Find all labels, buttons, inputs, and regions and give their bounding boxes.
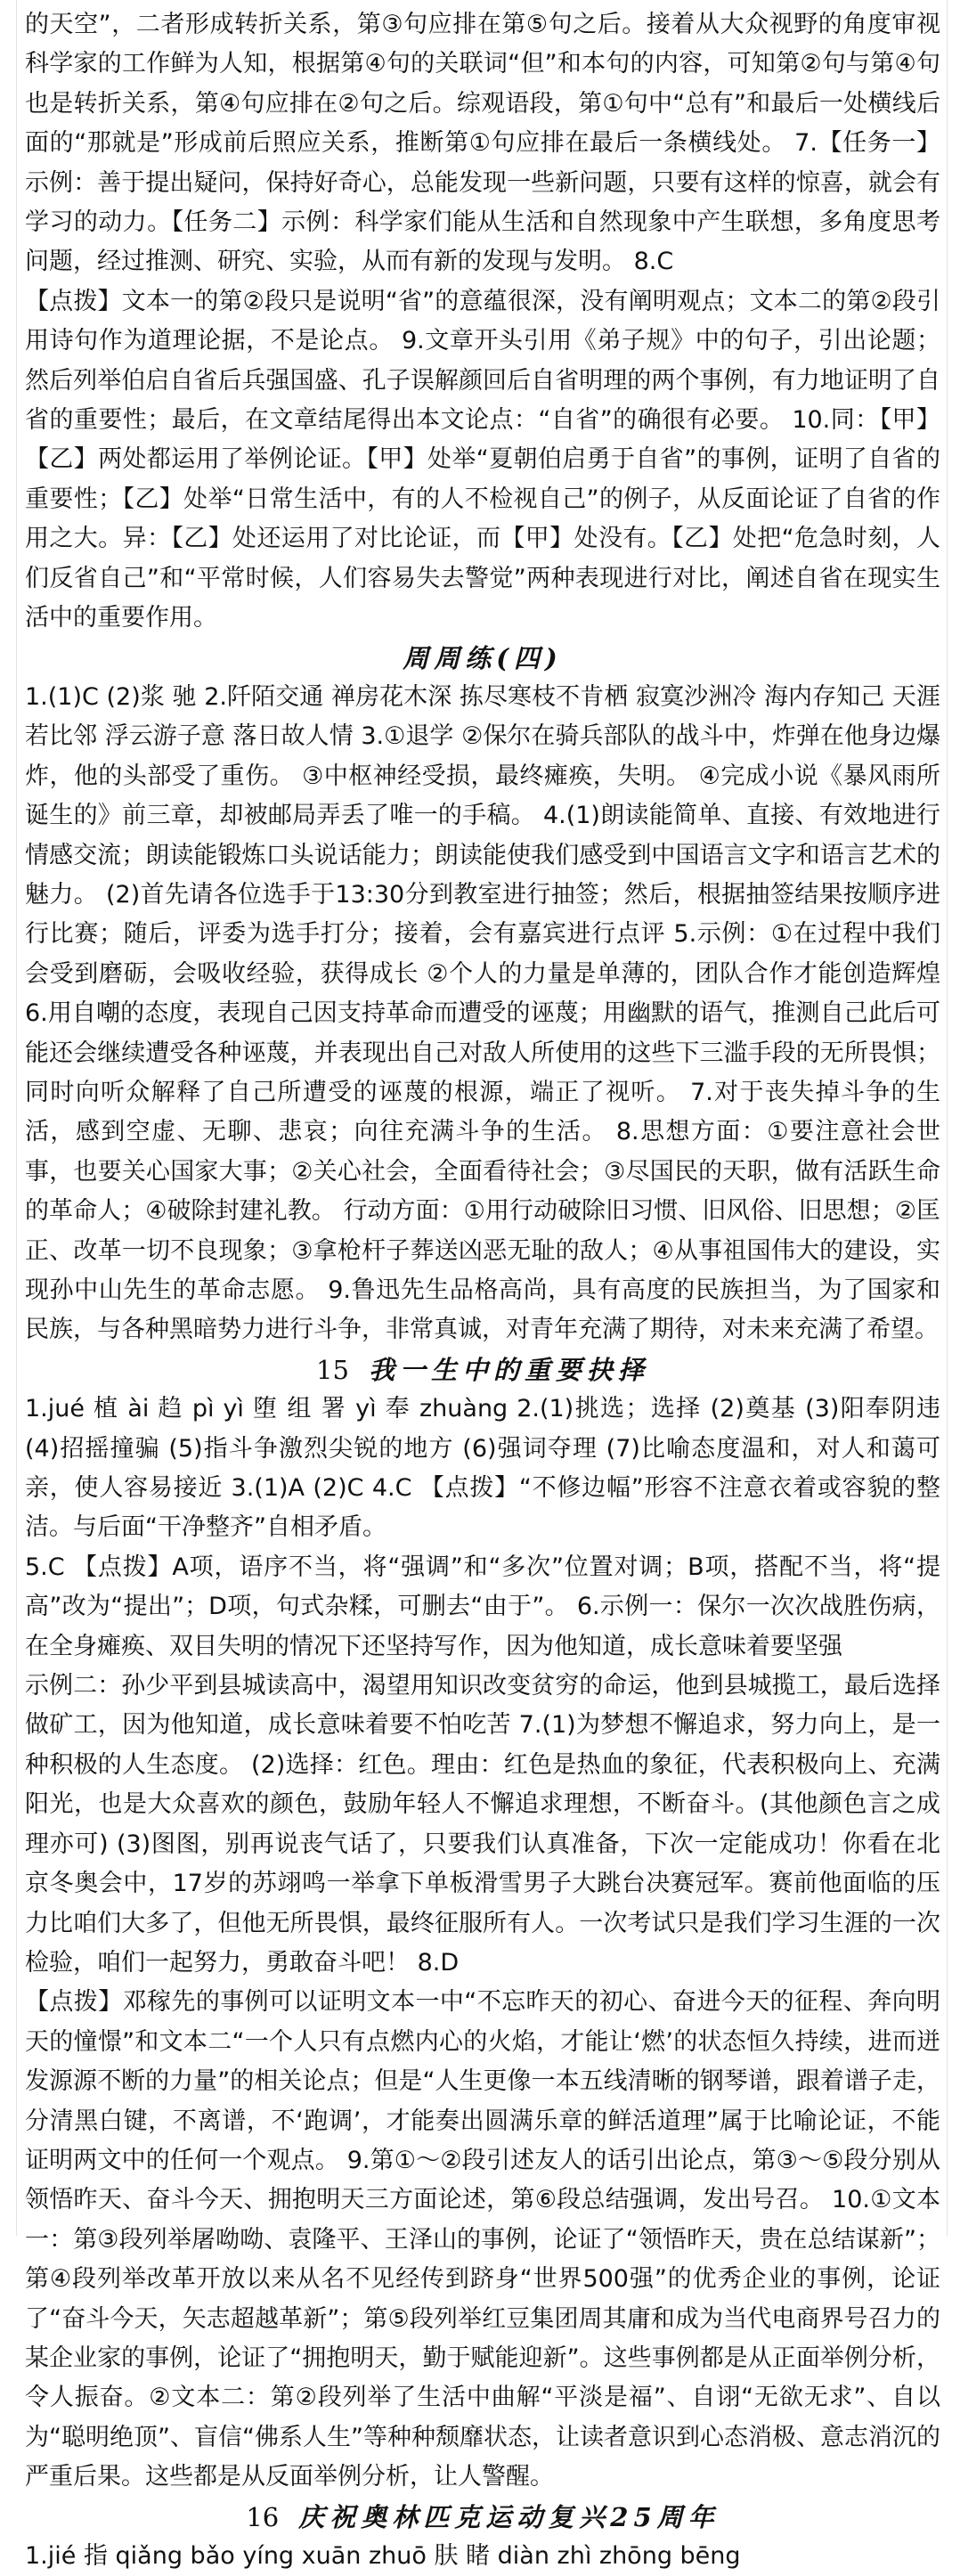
section-title-weekly: 周周练(四): [403, 642, 563, 673]
section-title-text: 我一生中的重要抉择: [368, 1354, 649, 1385]
section-title-text: 庆祝奥林匹克运动复兴25周年: [298, 2501, 720, 2532]
answer-paragraph: 1.jué 植 ài 趋 pì yì 堕 组 署 yì 奉 zhuàng 2.(1)挑选；选择 (2)奠基 (3)阳奉阴违 (4)招摇撞骗 (5)指斗争激烈尖锐的地方 (6)强词夺理 (7)比喻态度温和，对人和蔼可亲，使人容易接近 3.(1)A (2)C 4.C 【点拨】“不修边幅”形容不注意衣着或容貌的整洁。与后面“干净整齐”自相矛盾。: [25, 1395, 940, 1542]
answer-paragraph: 5.C 【点拨】A项，语序不当，将“强调”和“多次”位置对调；B项，搭配不当，将“提高”改为“提出”；D项，句式杂糅，可删去“由于”。 6.示例一：保尔一次次战胜伤病，在全身瘫痪、双目失明的情况下还坚持写作，因为他知道，成长意味着要坚强: [25, 1553, 940, 1660]
answer-paragraph: 的天空”，二者形成转折关系，第③句应排在第⑤句之后。接着从大众视野的角度审视科学家的工作鲜为人知，根据第④句的关联词“但”和本句的内容，可知第②句与第④句也是转折关系，第④句应排在②句之后。综观语段，第①句中“总有”和最后一处横线后面的“那就是”形成前后照应关系，推断第①句应排在最后一条横线处。 7.【任务一】示例：善于提出疑问，保持好奇心，总能发现一些新问题，只要有这样的惊喜，就会有学习的动力。【任务二】示例：科学家们能从生活和自然现象中产生联想，多角度思考问题，经过推测、研究、实验，从而有新的发现与发明。 8.C: [25, 11, 940, 276]
section-title-16: [25, 2498, 940, 2537]
section-number: 15: [316, 1354, 349, 1385]
answer-paragraph: 示例二：孙少平到县城读高中，渴望用知识改变贫穷的命运，他到县城揽工，最后选择做矿工，因为他知道，成长意味着要不怕吃苦 7.(1)为梦想不懈追求，努力向上，是一种积极的人生态度。 (2)选择：红色。理由：红色是热血的象征，代表积极向上、充满阳光，也是大众喜欢的颜色，鼓励年轻人不懈追求理想，不断奋斗。(其他颜色言之成理亦可) (3)图图，别再说丧气话了，只要我们认真准备，下次一定能成功！你看在北京冬奥会中，17岁的苏翊鸣一举拿下单板滑雪男子大跳台决赛冠军。赛前他面临的压力比咱们大多了，但他无所畏惧，最终征服所有人。一次考试只是我们学习生涯的一次检验，咱们一起努力，勇敢奋斗吧！ 8.D: [25, 1672, 940, 1977]
left-margin-strip: [0, 0, 17, 2236]
answer-paragraph: 1.jié 指 qiǎng bǎo yíng xuān zhuō 肤 睹 diàn zhì zhōng bēng: [25, 2542, 741, 2570]
answer-paragraph: 1.(1)C (2)浆 驰 2.阡陌交通 禅房花木深 拣尽寒枝不肯栖 寂寞沙洲冷 海内存知己 天涯若比邻 浮云游子意 落日故人情 3.①退学 ②保尔在骑兵部队的战斗中，炸弹在他身边爆炸，他的头部受了重伤。 ③中枢神经受损，最终瘫痪，失明。 ④完成小说《暴风雨所诞生的》前三章，却被邮局弄丢了唯一的手稿。 4.(1)朗读能简单、直接、有效地进行情感交流；朗读能锻炼口头说话能力；朗读能使我们感受到中国语言文字和语言艺术的魅力。 (2)首先请各位选手于13:30分到教室进行抽签；然后，根据抽签结果按顺序进行比赛；随后，评委为选手打分；接着，会有嘉宾进行点评 5.示例：①在过程中我们会受到磨砺，会吸收经验，获得成长 ②个人的力量是单薄的，团队合作才能创造辉煌 6.用自嘲的态度，表现自己因支持革命而遭受的诬蔑；用幽默的语气，推测自己此后可能还会继续遭受各种诬蔑，并表现出自己对敌人所使用的这些下三滥手段的无所畏惧；同时向听众解释了自己所遭受的诬蔑的根源，端正了视听。 7.对于丧失掉斗争的生活，感到空虚、无聊、悲哀；向往充满斗争的生活。 8.思想方面：①要注意社会世事，也要关心国家大事；②关心社会，全面看待社会；③尽国民的天职，做有活跃生命的革命人；④破除封建礼教。 行动方面：①用行动破除旧习惯、旧风俗、旧思想；②匡正、改革一切不良现象；③拿枪杆子葬送凶恶无耻的敌人；④从事祖国伟大的建设，实现孙中山先生的革命志愿。 9.鲁迅先生品格高尚，具有高度的民族担当，为了国家和民族，与各种黑暗势力进行斗争，非常真诚，对青年充满了期待，对未来充满了希望。: [25, 682, 940, 1344]
section-title-15: [25, 1350, 940, 1390]
section-number: 16: [246, 2501, 280, 2532]
answer-paragraph: 【点拨】邓稼先的事例可以证明文本一中“不忘昨天的初心、奋进今天的征程、奔向明天的憧憬”和文本二“一个人只有点燃内心的火焰，才能让‘燃’的状态恒久持续，进而迸发源源不断的力量”的相关论点；但是“人生更像一本五线清晰的钢琴谱，跟着谱子走，分清黑白键，不离谱，不‘跑调’，才能奏出圆满乐章的鲜活道理”属于比喻论证，不能证明两文中的任何一个观点。 9.第①～②段引述友人的话引出论点，第③～⑤段分别从领悟昨天、奋斗今天、拥抱明天三方面论述，第⑥段总结强调，发出号召。 10.①文本一：第③段列举屠呦呦、袁隆平、王泽山的事例，论证了“领悟昨天，贵在总结谋新”；第④段列举改革开放以来从名不见经传到跻身“世界500强”的优秀企业的事例，论证了“奋斗今天，矢志超越革新”；第⑤段列举红豆集团周其庸和成为当代电商界号召力的某企业家的事例，论证了“拥抱明天，勤于赋能迎新”。这些事例都是从正面举例分析，令人振奋。②文本二：第②段列举了生活中曲解“平淡是福”、自诩“无欲无求”、自以为“聪明绝顶”、盲信“佛系人生”等种种颓靡状态，让读者意识到心态消极、意志消沉的严重后果。这些都是从反面举例分析，让人警醒。: [25, 1988, 940, 2491]
right-margin-strip: [947, 0, 960, 2236]
answer-paragraph: 【点拨】文本一的第②段只是说明“省”的意蕴很深，没有阐明观点；文本二的第②段引用诗句作为道理论据，不是论点。 9.文章开头引用《弟子规》中的句子，引出论题；然后列举伯启自省后兵强国盛、孔子误解颜回后自省明理的两个事例，有力地证明了自省的重要性；最后，在文章结尾得出本文论点：“自省”的确很有必要。 10.同：【甲】【乙】两处都运用了举例论证。【甲】处举“夏朝伯启勇于自省”的事例，证明了自省的重要性；【乙】处举“日常生活中，有的人不检视自己”的例子，从反面论证了自省的作用之大。异：【乙】处还运用了对比论证，而【甲】处没有。【乙】处把“危急时刻，人们反省自己”和“平常时候，人们容易失去警觉”两种表现进行对比，阐述自省在现实生活中的重要作用。: [25, 287, 940, 632]
text-column: [25, 5, 940, 2576]
